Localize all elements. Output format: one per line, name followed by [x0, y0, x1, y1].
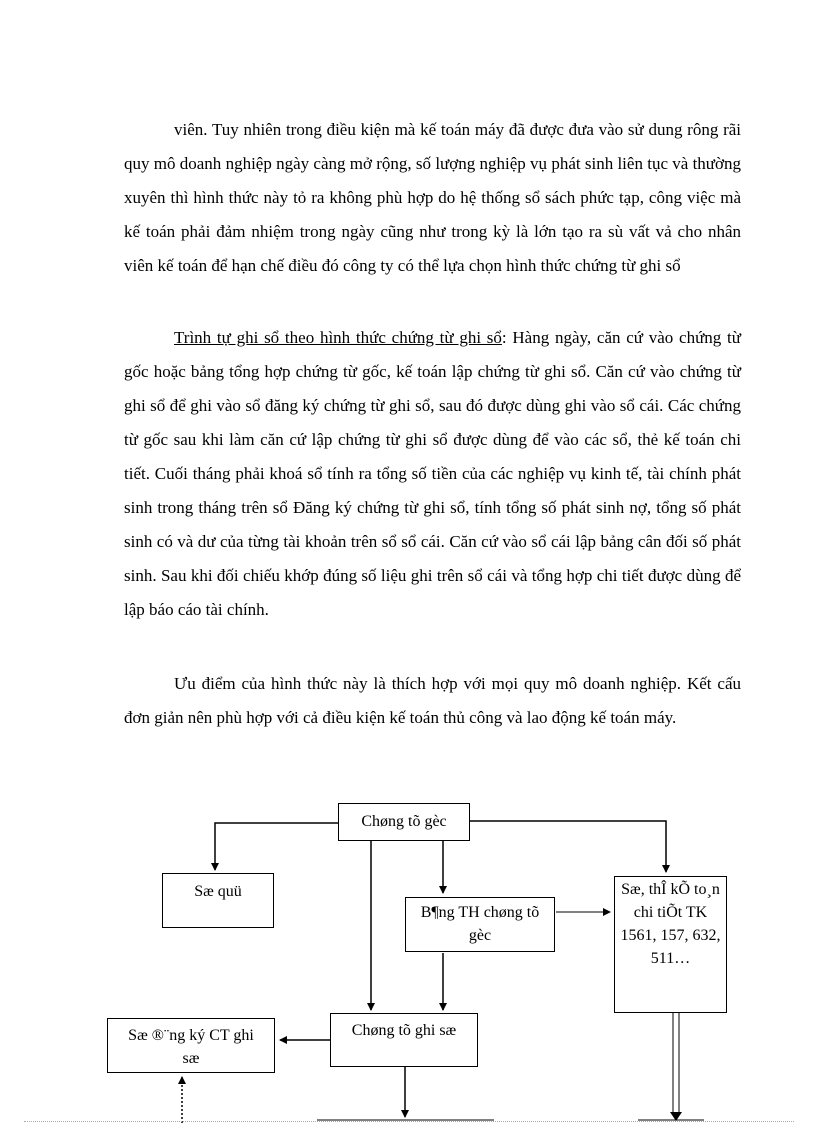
chung-tu-ghi-so-box [330, 1013, 478, 1067]
paragraph-2-heading: Trình tự ghi sổ theo hình thức chứng từ ghi sổ [174, 328, 502, 347]
bang-tong-hop-label: B¶ng TH chøng tõ gèc [420, 904, 540, 944]
chung-tu-goc-label: Chøng tõ gèc [361, 813, 447, 830]
page-bottom-dotted-edge [24, 1121, 794, 1122]
paragraph-3-text: Ưu điểm của hình thức này là thích hợp với mọi quy mô doanh nghiệp. Kết cấu đơn giản nên phù hợp với cả điều kiện kế toán thủ công và lao động kế toán máy. [124, 674, 741, 727]
chung-tu-goc-box [338, 803, 470, 841]
paragraph-1-text: viên. Tuy nhiên trong điều kiện mà kế toán máy đã được đưa vào sử dung rông rãi quy mô doanh nghiệp ngày càng mở rộng, số lượng nghiệp vụ phát sinh liên tục và thường xuyên thì hình thức này tỏ ra không phù hợp do hệ thống sổ sách phức tạp, công việc mà kế toán phải đảm nhiệm trong ngày cũng như trong kỳ là lớn tạo ra sù vất vả cho nhân viên kế toán để hạn chế điều đó công ty có thể lựa chọn hình thức chứng từ ghi sổ [124, 120, 741, 275]
so-quy-box [162, 873, 274, 928]
bang-tong-hop-box [405, 897, 555, 952]
arrow-chi-tiet-down-head [670, 1112, 682, 1121]
paragraph-1 [124, 113, 741, 283]
paragraph-2-text: : Hàng ngày, căn cứ vào chứng từ gốc hoặc bảng tổng hợp chứng từ gốc, kế toán lập chứng từ ghi sổ. Căn cứ vào chứng từ ghi sổ để ghi vào sổ đăng ký chứng từ ghi sổ, sau đó được dùng ghi vào sổ cái. Các chứng từ gốc sau khi làm căn cứ lập chứng từ ghi sổ được dùng để vào các sổ, thẻ kế toán chi tiết. Cuối tháng phải khoá sổ tính ra tổng số tiền của các nghiệp vụ kinh tế, tài chính phát sinh trong tháng trên sổ Đăng ký chứng từ ghi sổ, tính tổng số phát sinh nợ, tổng số phát sinh có và dư của từng tài khoản trên sổ sổ cái. Căn cứ vào sổ cái lập bảng cân đối số phát sinh. Sau khi đối chiếu khớp đúng số liệu ghi trên sổ cái và tổng hợp chi tiết được dùng để lập báo cáo tài chính. [124, 328, 741, 619]
paragraph-2 [124, 321, 741, 627]
so-the-chi-tiet-box [614, 876, 727, 1013]
so-quy-label: Sæ quü [194, 883, 242, 900]
so-dang-ky-box [107, 1018, 275, 1073]
so-the-chi-tiet-label: Sæ, thÎ kÕ to¸n chi tiÕt TK 1561, 157, 632, 511… [620, 881, 721, 967]
arrow-goc-to-so-quy [215, 823, 338, 870]
arrow-goc-to-chi-tiet [470, 821, 666, 872]
paragraph-3 [124, 667, 741, 735]
so-dang-ky-label: Sæ ®¨ng ký CT ghi sæ [128, 1027, 254, 1067]
chung-tu-ghi-so-label: Chøng tõ ghi sæ [351, 1022, 457, 1039]
